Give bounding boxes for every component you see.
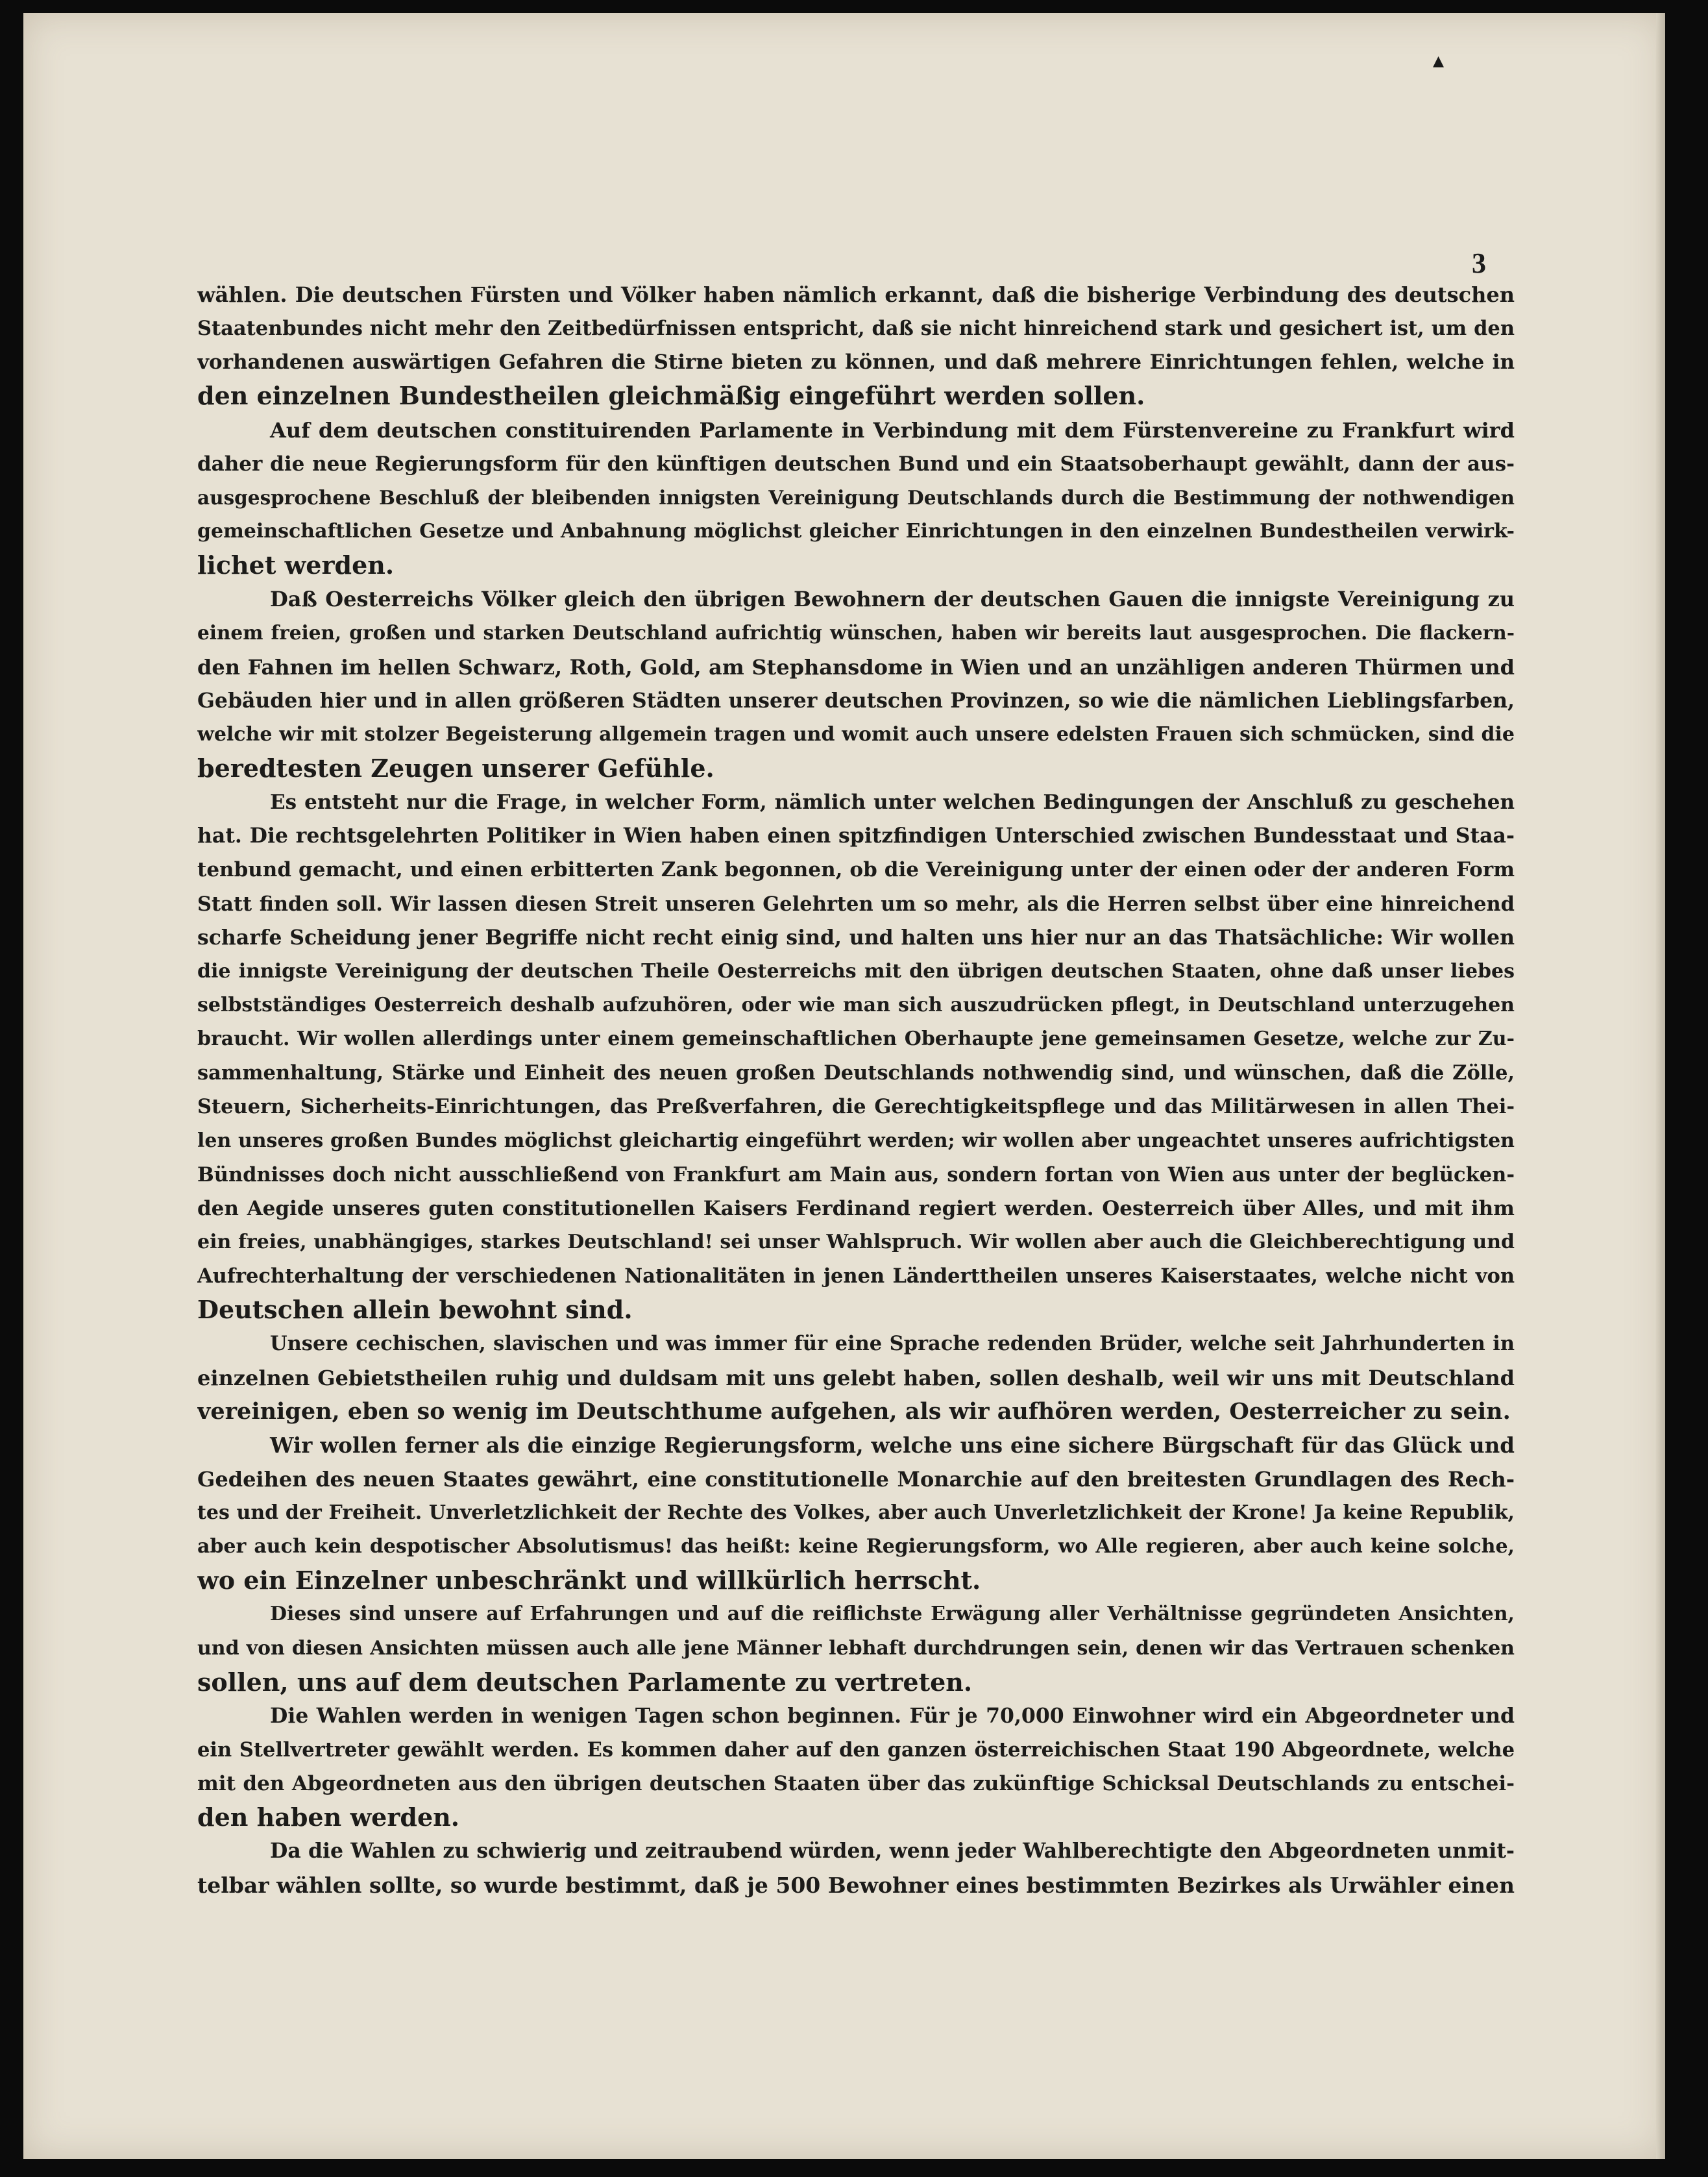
- document-page: [23, 13, 1665, 2159]
- text-line: die innigste Vereinigung der deutschen Theile Oesterreichs mit den übrigen deutschen Staaten, ohne daß unser liebes: [197, 959, 1515, 983]
- page-edge-shadow: [1656, 13, 1665, 2159]
- text-line: gemeinschaftlichen Gesetze und Anbahnung möglichst gleicher Einrichtungen in den einzelnen Bundestheilen verwirk-: [197, 519, 1515, 543]
- text-line: ein Stellvertreter gewählt werden. Es kommen daher auf den ganzen österreichischen Staat 190 Abgeordnete, welche: [197, 1738, 1515, 1762]
- paragraph-start-line: Es entsteht nur die Frage, in welcher Form, nämlich unter welchen Bedingungen der Anschluß zu geschehen: [270, 791, 1515, 815]
- paragraph-start-line: Dieses sind unsere auf Erfahrungen und auf die reiflichste Erwägung aller Verhältnisse gegründeten Ansichten,: [270, 1603, 1515, 1626]
- text-line: braucht. Wir wollen allerdings unter einem gemeinschaftlichen Oberhaupte jene gemeinsamen Gesetze, welche zur Zu-: [197, 1027, 1515, 1051]
- text-line: Staatenbundes nicht mehr den Zeitbedürfnissen entspricht, daß sie nicht hinreichend stark und gesichert ist, um den: [197, 317, 1515, 341]
- paragraph-start-line: Auf dem deutschen constituirenden Parlamente in Verbindung mit dem Fürstenvereine zu Frankfurt wird: [270, 417, 1515, 443]
- text-line: Gebäuden hier und in allen größeren Städten unserer deutschen Provinzen, so wie die nämlichen Lieblingsfarben,: [197, 688, 1515, 713]
- text-line: Gedeihen des neuen Staates gewährt, eine constitutionelle Monarchie auf den breitesten Grundlagen des Rech-: [197, 1466, 1515, 1492]
- paragraph-start-line: Wir wollen ferner als die einzige Regierungsform, welche uns eine sichere Bürgschaft für das Glück und: [270, 1432, 1515, 1458]
- text-line: tes und der Freiheit. Unverletzlichkeit der Rechte des Volkes, aber auch Unverletzlichkeit der Krone! Ja keine Republik,: [197, 1501, 1515, 1525]
- text-line: selbstständiges Oesterreich deshalb aufzuhören, oder wie man sich auszudrücken pflegt, in Deutschland unterzugehen: [197, 993, 1515, 1016]
- text-line: wählen. Die deutschen Fürsten und Völker haben nämlich erkannt, daß die bisherige Verbindung des deutschen: [197, 282, 1515, 307]
- text-line: daher die neue Regierungsform für den künftigen deutschen Bund und ein Staatsoberhaupt gewählt, dann der aus-: [197, 452, 1515, 476]
- text-line: sollen, uns auf dem deutschen Parlamente zu vertreten.: [197, 1667, 973, 1697]
- text-line: welche wir mit stolzer Begeisterung allgemein tragen und womit auch unsere edelsten Frauen sich schmücken, sind die: [197, 722, 1515, 746]
- text-line: Bündnisses doch nicht ausschließend von Frankfurt am Main aus, sondern fortan von Wien aus unter der beglücken-: [197, 1162, 1515, 1187]
- text-line: den haben werden.: [197, 1802, 459, 1832]
- paragraph-start-line: Die Wahlen werden in wenigen Tagen schon beginnen. Für je 70,000 Einwohner wird ein Abgeordneter und: [270, 1703, 1515, 1728]
- text-line: hat. Die rechtsgelehrten Politiker in Wien haben einen spitzfindigen Unterschied zwischen Bundesstaat und Staa-: [197, 824, 1515, 848]
- paragraph-start-line: Unsere cechischen, slavischen und was immer für eine Sprache redenden Brüder, welche seit Jahrhunderten in: [270, 1332, 1515, 1356]
- corner-mark: ▴: [1433, 47, 1445, 73]
- text-line: einzelnen Gebietstheilen ruhig und duldsam mit uns gelebt haben, sollen deshalb, weil wir uns mit Deutschland: [197, 1365, 1515, 1390]
- text-line: Statt finden soll. Wir lassen diesen Streit unseren Gelehrten um so mehr, als die Herren selbst über eine hinreichend: [197, 892, 1515, 916]
- paragraph-start-line: Da die Wahlen zu schwierig und zeitraubend würden, wenn jeder Wahlberechtigte den Abgeordneten unmit-: [270, 1839, 1515, 1863]
- text-line: den Fahnen im hellen Schwarz, Roth, Gold, am Stephansdome in Wien und an unzähligen anderen Thürmen und: [197, 654, 1515, 680]
- text-line: ausgesprochene Beschluß der bleibenden innigsten Vereinigung Deutschlands durch die Bestimmung der nothwendigen: [197, 486, 1515, 509]
- text-line: vereinigen, eben so wenig im Deutschthume aufgehen, als wir aufhören werden, Oesterreicher zu sein.: [197, 1397, 1511, 1425]
- page-number: 3: [1472, 247, 1486, 279]
- text-line: vorhandenen auswärtigen Gefahren die Stirne bieten zu können, und daß mehrere Einrichtungen fehlen, welche in: [197, 351, 1515, 375]
- text-line: den einzelnen Bundestheilen gleichmäßig eingeführt werden sollen.: [197, 381, 1145, 411]
- text-line: Aufrechterhaltung der verschiedenen Nationalitäten in jenen Länderttheilen unseres Kaiserstaates, welche nicht von: [197, 1264, 1515, 1288]
- text-line: den Aegide unseres guten constitutionellen Kaisers Ferdinand regiert werden. Oesterreich über Alles, und mit ihm: [197, 1196, 1515, 1220]
- text-line: scharfe Scheidung jener Begriffe nicht recht einig sind, und halten uns hier nur an das Thatsächliche: Wir wollen: [197, 925, 1515, 950]
- text-line: aber auch kein despotischer Absolutismus! das heißt: keine Regierungsform, wo Alle regieren, aber auch keine solche,: [197, 1535, 1515, 1558]
- text-line: beredtesten Zeugen unserer Gefühle.: [197, 753, 714, 783]
- text-line: tenbund gemacht, und einen erbitterten Zank begonnen, ob die Vereinigung unter der einen oder der anderen Form: [197, 858, 1515, 882]
- text-line: und von diesen Ansichten müssen auch alle jene Männer lebhaft durchdrungen sein, denen wir das Vertrauen schenken: [197, 1636, 1515, 1660]
- text-line: len unseres großen Bundes möglichst gleichartig eingeführt werden; wir wollen aber ungeachtet unseres aufrichtigsten: [197, 1129, 1515, 1152]
- text-line: mit den Abgeordneten aus den übrigen deutschen Staaten über das zukünftige Schicksal Deutschlands zu entschei-: [197, 1772, 1515, 1796]
- text-line: lichet werden.: [197, 550, 395, 580]
- paragraph-start-line: Daß Oesterreichs Völker gleich den übrigen Bewohnern der deutschen Gauen die innigste Vereinigung zu: [270, 587, 1515, 612]
- text-line: ein freies, unabhängiges, starkes Deutschland! sei unser Wahlspruch. Wir wollen aber auch die Gleichberechtigung und: [197, 1230, 1515, 1253]
- body-text: [197, 278, 1515, 1902]
- text-line: Deutschen allein bewohnt sind.: [197, 1295, 633, 1325]
- text-line: sammenhaltung, Stärke und Einheit des neuen großen Deutschlands nothwendig sind, und wünschen, daß die Zölle,: [197, 1061, 1515, 1085]
- text-line: Steuern, Sicherheits-Einrichtungen, das Preßverfahren, die Gerechtigkeitspflege und das Militärwesen in allen Thei-: [197, 1095, 1515, 1119]
- text-line: einem freien, großen und starken Deutschland aufrichtig wünschen, haben wir bereits laut ausgesprochen. Die flackern-: [197, 621, 1515, 645]
- text-line: wo ein Einzelner unbeschränkt und willkürlich herrscht.: [197, 1566, 981, 1595]
- text-line: telbar wählen sollte, so wurde bestimmt, daß je 500 Bewohner eines bestimmten Bezirkes als Urwähler einen: [197, 1872, 1515, 1898]
